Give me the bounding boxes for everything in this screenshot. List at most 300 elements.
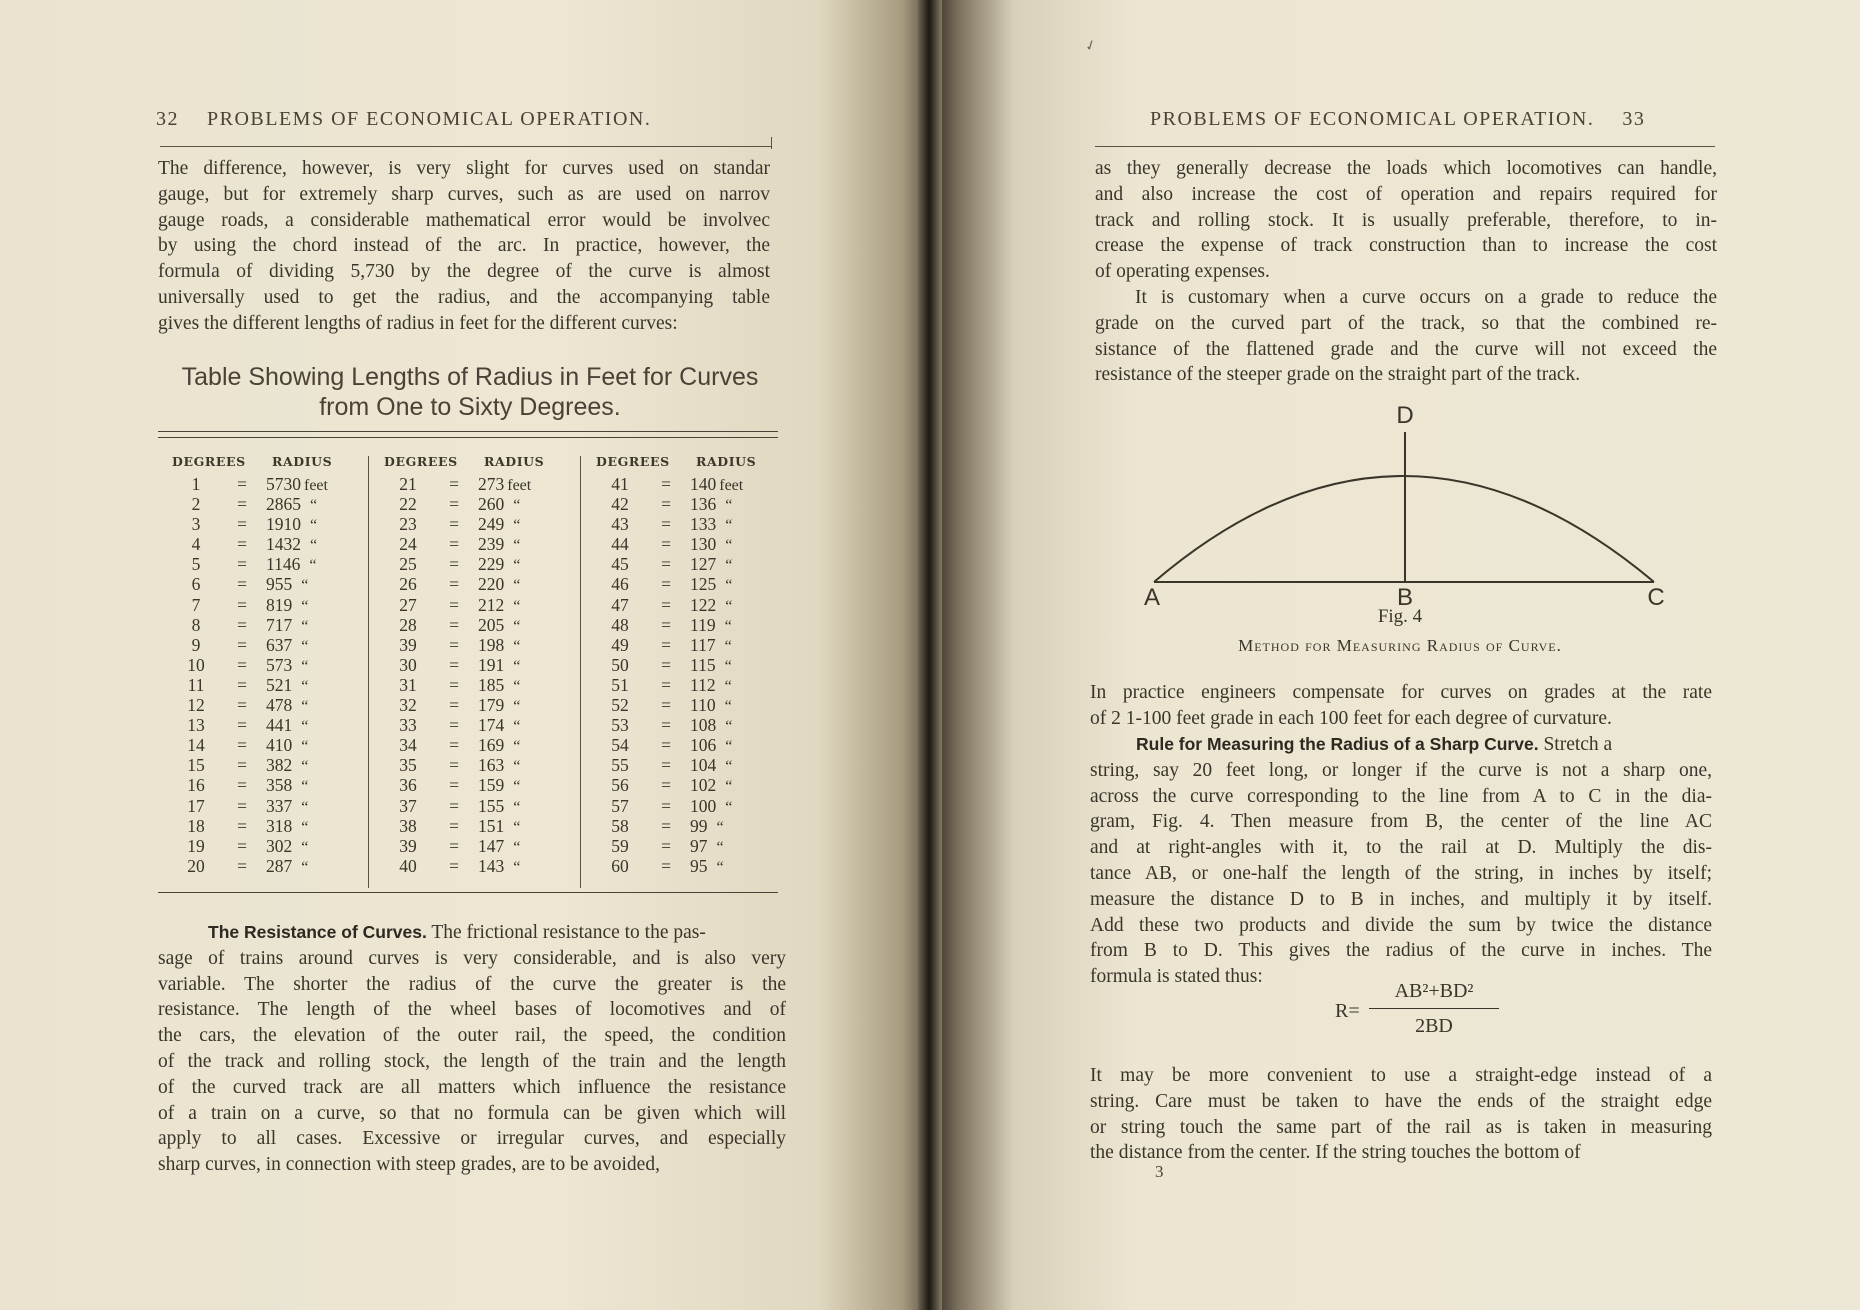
- radius-unit: “: [725, 517, 733, 535]
- table-row: [594, 554, 788, 574]
- table-row: [170, 856, 364, 876]
- radius-cell: [262, 695, 362, 715]
- radius-value: 819: [266, 594, 293, 615]
- table-row: [170, 494, 364, 514]
- degrees-cell: 16: [187, 775, 205, 796]
- radius-cell: [262, 655, 362, 675]
- radius-value: 179: [478, 695, 505, 716]
- radius-value: 441: [266, 715, 293, 736]
- radius-unit: “: [301, 718, 309, 736]
- radius-value: 151: [478, 815, 505, 836]
- equals-sign: =: [237, 755, 247, 776]
- book-gutter: [918, 0, 942, 1310]
- equals-sign: =: [449, 554, 459, 575]
- degrees-cell: 40: [399, 855, 417, 876]
- table-row: [170, 735, 364, 755]
- radius-cell: [474, 574, 574, 594]
- equals-sign: =: [449, 815, 459, 836]
- degrees-cell: 50: [611, 654, 629, 675]
- equals-sign: =: [661, 494, 671, 515]
- table-row: [594, 574, 788, 594]
- text-line: and also increase the cost of operation and repairs required for: [1095, 183, 1717, 205]
- radius-cell: [686, 715, 786, 735]
- radius-cell: [474, 534, 574, 554]
- degrees-cell: 22: [399, 494, 417, 515]
- equals-sign: =: [449, 835, 459, 856]
- equals-sign: =: [661, 815, 671, 836]
- text-line: gauge, but for extremely sharp curves, such as are used on narrov: [158, 183, 770, 205]
- text-line: tance AB, or one-half the length of the string, in inches by itself;: [1090, 862, 1712, 884]
- table-row: [382, 775, 576, 795]
- degrees-cell: 24: [399, 534, 417, 555]
- radius-cell: [686, 574, 786, 594]
- radius-unit: “: [301, 597, 309, 615]
- radius-unit: “: [309, 557, 317, 575]
- radius-unit: “: [725, 537, 733, 555]
- equals-sign: =: [661, 735, 671, 756]
- degrees-cell: 9: [191, 634, 201, 655]
- degrees-cell: 1: [191, 474, 201, 494]
- degrees-cell: 32: [399, 695, 417, 716]
- degrees-cell: 6: [191, 574, 201, 595]
- equals-sign: =: [237, 735, 247, 756]
- degrees-cell: 4: [191, 534, 201, 555]
- table-row: [382, 856, 576, 876]
- equals-sign: =: [661, 674, 671, 695]
- degrees-cell: 58: [611, 815, 629, 836]
- degrees-cell: 56: [611, 775, 629, 796]
- radius-unit: “: [301, 677, 309, 695]
- degrees-cell: 41: [611, 474, 629, 494]
- degrees-cell: 26: [399, 574, 417, 595]
- radius-cell: [474, 836, 574, 856]
- label-c: C: [1647, 584, 1665, 610]
- radius-unit: “: [513, 758, 521, 776]
- radius-value: 108: [690, 715, 717, 736]
- radius-value: 133: [690, 514, 717, 535]
- radius-cell: [686, 514, 786, 534]
- text-line: from B to D. This gives the radius of the curve in inches. The: [1090, 940, 1712, 962]
- equals-sign: =: [237, 855, 247, 876]
- radius-unit: “: [513, 677, 521, 695]
- radius-unit: “: [513, 698, 521, 716]
- text-line: or string touch the same part of the rail as is taken in measuring: [1090, 1116, 1712, 1138]
- radius-cell: [474, 856, 574, 876]
- radius-cell: [262, 574, 362, 594]
- radius-value: 97: [690, 835, 708, 856]
- radius-value: 110: [690, 695, 716, 716]
- equals-sign: =: [449, 715, 459, 736]
- radius-unit: “: [724, 657, 732, 675]
- text-line: gives the different lengths of radius in feet for the different curves:: [158, 312, 678, 334]
- degrees-cell: 59: [611, 835, 629, 856]
- radius-value: 573: [266, 654, 293, 675]
- radius-cell: [474, 655, 574, 675]
- degrees-cell: 37: [399, 795, 417, 816]
- equals-sign: =: [237, 775, 247, 796]
- degrees-cell: 48: [611, 614, 629, 635]
- table-row: [170, 574, 364, 594]
- table-row: [170, 595, 364, 615]
- degrees-cell: 31: [399, 674, 417, 695]
- radius-cell: [474, 595, 574, 615]
- left-running-head: [156, 108, 651, 131]
- header-radius: RADIUS: [272, 454, 333, 469]
- radius-value: 125: [690, 574, 717, 595]
- radius-value: 205: [478, 614, 505, 635]
- radius-cell: [474, 494, 574, 514]
- table-row: [170, 514, 364, 534]
- radius-value: 955: [266, 574, 293, 595]
- text-line: universally used to get the radius, and the accompanying table: [158, 286, 770, 308]
- radius-unit: “: [724, 677, 732, 695]
- degrees-cell: 55: [611, 755, 629, 776]
- radius-value: 382: [266, 755, 293, 776]
- degrees-cell: 39: [399, 835, 417, 856]
- radius-cell: [474, 554, 574, 574]
- table-row: [170, 816, 364, 836]
- text-line: In practice engineers compensate for curves on grades at the rate: [1090, 682, 1712, 703]
- text-line: formula is stated thus:: [1090, 966, 1263, 988]
- equals-sign: =: [661, 654, 671, 675]
- radius-unit: “: [513, 597, 521, 615]
- figure-label: Fig. 4: [1377, 606, 1423, 627]
- table-row: [594, 735, 788, 755]
- equals-sign: =: [237, 715, 247, 736]
- radius-unit: “: [513, 818, 521, 836]
- degrees-cell: 44: [611, 534, 629, 555]
- radius-value: 127: [690, 554, 717, 575]
- text-line: string. Care must be taken to have the ends of the straight edge: [1090, 1090, 1712, 1112]
- radius-value: 212: [478, 594, 505, 615]
- degrees-cell: 18: [187, 815, 205, 836]
- table-row: [382, 655, 576, 675]
- radius-value: 302: [266, 835, 293, 856]
- equals-sign: =: [661, 715, 671, 736]
- radius-value: 102: [690, 775, 717, 796]
- radius-cell: [474, 675, 574, 695]
- radius-unit: “: [513, 497, 521, 515]
- radius-unit: “: [310, 497, 318, 515]
- table-title: [150, 362, 790, 422]
- table-row: [382, 695, 576, 715]
- text-line: gauge roads, a considerable mathematical error would be involvec: [158, 209, 770, 231]
- table-row: [170, 775, 364, 795]
- degrees-cell: 34: [399, 735, 417, 756]
- text-line: of the curved track are all matters which influence the resistance: [158, 1076, 786, 1098]
- equals-sign: =: [449, 474, 459, 494]
- text-line: The difference, however, is very slight for curves used on standar: [158, 158, 770, 179]
- degrees-cell: 46: [611, 574, 629, 595]
- radius-cell: [262, 755, 362, 775]
- table-header-row: [382, 454, 576, 474]
- formula-fraction: [1369, 980, 1499, 1038]
- table-row: [594, 675, 788, 695]
- text-line: of a train on a curve, so that no formula can be given which will: [158, 1102, 786, 1124]
- table-row: [170, 534, 364, 554]
- table-column-3: [594, 454, 788, 876]
- radius-unit: “: [725, 597, 733, 615]
- radius-unit: feet: [719, 477, 744, 494]
- table-bottom-rule: [158, 892, 778, 893]
- degrees-cell: 19: [187, 835, 205, 856]
- text-line: the distance from the center. If the string touches the bottom of: [1090, 1142, 1581, 1164]
- radius-unit: “: [513, 738, 521, 756]
- degrees-cell: 13: [187, 715, 205, 736]
- radius-unit: “: [513, 798, 521, 816]
- radius-value: 106: [690, 735, 717, 756]
- table-column-1: [170, 454, 364, 876]
- radius-unit: “: [725, 718, 733, 736]
- degrees-cell: 15: [187, 755, 205, 776]
- radius-unit: “: [716, 838, 724, 856]
- text-line: of the track and rolling stock, the length of the train and the length: [158, 1050, 786, 1072]
- table-row: [594, 635, 788, 655]
- table-row: [170, 695, 364, 715]
- resistance-first-line: The frictional resistance to the pas-: [426, 922, 706, 943]
- radius-cell: [474, 755, 574, 775]
- equals-sign: =: [661, 474, 671, 494]
- table-row: [170, 635, 364, 655]
- intro-paragraph: [158, 156, 770, 337]
- radius-cell: [474, 474, 574, 494]
- degrees-cell: 36: [399, 775, 417, 796]
- radius-cell: [686, 635, 786, 655]
- degrees-cell: 33: [399, 715, 417, 736]
- radius-unit: “: [513, 517, 521, 535]
- radius-cell: [262, 836, 362, 856]
- degrees-cell: 45: [611, 554, 629, 575]
- degrees-cell: 43: [611, 514, 629, 535]
- table-title-line-2: from One to Sixty Degrees.: [319, 393, 621, 421]
- radius-value: 239: [478, 534, 505, 555]
- left-page-number: 32: [156, 108, 179, 130]
- equals-sign: =: [661, 534, 671, 555]
- radius-value: 1432: [266, 534, 301, 555]
- text-line: grade on the curved part of the track, so that the combined re-: [1095, 312, 1717, 334]
- table-row: [170, 655, 364, 675]
- table-row: [594, 595, 788, 615]
- radius-unit: “: [725, 738, 733, 756]
- radius-value: 112: [690, 674, 716, 695]
- radius-cell: [474, 695, 574, 715]
- radius-value: 95: [690, 855, 708, 876]
- equals-sign: =: [449, 594, 459, 615]
- radius-cell: [262, 796, 362, 816]
- equals-sign: =: [449, 494, 459, 515]
- radius-cell: [262, 554, 362, 574]
- radius-cell: [686, 856, 786, 876]
- radius-cell: [686, 615, 786, 635]
- radius-unit: “: [301, 818, 309, 836]
- equals-sign: =: [237, 634, 247, 655]
- radius-unit: “: [301, 858, 309, 876]
- table-row: [594, 755, 788, 775]
- radius-unit: “: [513, 557, 521, 575]
- radius-unit: “: [513, 577, 521, 595]
- equals-sign: =: [449, 654, 459, 675]
- table-top-rule-thin: [158, 437, 778, 438]
- text-line: resistance. The length of the wheel bases of locomotives and of: [158, 999, 786, 1021]
- equals-sign: =: [661, 795, 671, 816]
- radius-unit: “: [301, 698, 309, 716]
- equals-sign: =: [237, 614, 247, 635]
- equals-sign: =: [237, 835, 247, 856]
- degrees-cell: 53: [611, 715, 629, 736]
- right-page-number: 33: [1622, 108, 1646, 130]
- radius-cell: [474, 635, 574, 655]
- radius-cell: [262, 735, 362, 755]
- table-row: [382, 494, 576, 514]
- radius-value: 155: [478, 795, 505, 816]
- radius-cell: [474, 615, 574, 635]
- radius-cell: [686, 655, 786, 675]
- degrees-cell: 57: [611, 795, 629, 816]
- radius-unit: “: [716, 818, 724, 836]
- table-row: [594, 856, 788, 876]
- radius-value: 174: [478, 715, 505, 736]
- radius-value: 318: [266, 815, 293, 836]
- equals-sign: =: [661, 755, 671, 776]
- radius-value: 191: [478, 654, 505, 675]
- radius-value: 358: [266, 775, 293, 796]
- radius-unit: “: [725, 577, 733, 595]
- degrees-cell: 54: [611, 735, 629, 756]
- compensation-paragraph: [1090, 680, 1712, 732]
- text-line: It may be more convenient to use a straight-edge instead of a: [1090, 1065, 1712, 1086]
- radius-value: 99: [690, 815, 708, 836]
- radius-value: 229: [478, 554, 505, 575]
- table-row: [170, 715, 364, 735]
- degrees-cell: 28: [399, 614, 417, 635]
- radius-unit: “: [310, 517, 318, 535]
- degrees-cell: 27: [399, 594, 417, 615]
- formula-denominator: 2BD: [1415, 1015, 1453, 1037]
- text-line: the cars, the elevation of the outer rail, the speed, the condition: [158, 1025, 786, 1047]
- radius-value: 478: [266, 695, 293, 716]
- radius-unit: “: [301, 838, 309, 856]
- radius-value: 410: [266, 735, 293, 756]
- degrees-cell: 52: [611, 695, 629, 716]
- radius-value: 273: [478, 474, 505, 494]
- table-top-rule: [158, 431, 778, 432]
- table-row: [170, 474, 364, 494]
- signature-mark: 3: [1155, 1162, 1164, 1181]
- radius-unit: “: [513, 657, 521, 675]
- degrees-cell: 11: [187, 674, 205, 695]
- table-row: [594, 655, 788, 675]
- degrees-cell: 25: [399, 554, 417, 575]
- text-line: sharp curves, in connection with steep grades, are to be avoided,: [158, 1154, 660, 1176]
- radius-cell: [262, 715, 362, 735]
- radius-unit: “: [301, 637, 309, 655]
- text-line: sistance of the flattened grade and the curve will not exceed the: [1095, 338, 1717, 360]
- degrees-cell: 2: [191, 494, 201, 515]
- radius-cell: [262, 675, 362, 695]
- equals-sign: =: [237, 815, 247, 836]
- text-line: gram, Fig. 4. Then measure from B, the center of the line AC: [1090, 811, 1712, 833]
- degrees-cell: 23: [399, 514, 417, 535]
- text-line: of operating expenses.: [1095, 261, 1270, 283]
- radius-value: 115: [690, 654, 716, 675]
- radius-value: 169: [478, 735, 505, 756]
- table-row: [594, 514, 788, 534]
- radius-unit: “: [301, 617, 309, 635]
- text-line: Add these two products and divide the sum by twice the distance: [1090, 914, 1712, 936]
- degrees-cell: 38: [399, 815, 417, 836]
- table-row: [382, 574, 576, 594]
- table-row: [170, 796, 364, 816]
- equals-sign: =: [237, 594, 247, 615]
- radius-cell: [474, 816, 574, 836]
- table-divider: [368, 456, 369, 888]
- label-b: B: [1396, 584, 1414, 610]
- radius-value: 122: [690, 594, 717, 615]
- degrees-cell: 17: [187, 795, 205, 816]
- equals-sign: =: [449, 514, 459, 535]
- formula-numerator: AB²+BD²: [1394, 980, 1474, 1002]
- table-row: [594, 816, 788, 836]
- radius-unit: “: [513, 537, 521, 555]
- radius-value: 104: [690, 755, 717, 776]
- grade-paragraph: [1095, 285, 1717, 388]
- rule-heading: Rule for Measuring the Radius of a Sharp Curve.: [1136, 734, 1539, 754]
- text-line: across the curve corresponding to the line from A to C in the dia-: [1090, 785, 1712, 807]
- text-line: sage of trains around curves is very considerable, and is also very: [158, 947, 786, 969]
- equals-sign: =: [661, 614, 671, 635]
- table-header-row: [170, 454, 364, 474]
- radius-unit: “: [724, 637, 732, 655]
- text-line: string, say 20 feet long, or longer if the curve is not a sharp one,: [1090, 759, 1712, 781]
- table-row: [382, 796, 576, 816]
- table-row: [382, 534, 576, 554]
- radius-cell: [262, 615, 362, 635]
- radius-unit: “: [725, 758, 733, 776]
- degrees-cell: 8: [191, 614, 201, 635]
- text-line: measure the distance D to B in inches, and multiply it by itself.: [1090, 888, 1712, 910]
- equals-sign: =: [237, 494, 247, 515]
- radius-cell: [262, 494, 362, 514]
- radius-unit: “: [725, 778, 733, 796]
- table-row: [382, 635, 576, 655]
- degrees-cell: 21: [399, 474, 417, 494]
- header-radius: RADIUS: [696, 454, 757, 469]
- equals-sign: =: [661, 634, 671, 655]
- radius-cell: [474, 796, 574, 816]
- figure-caption: Method for Measuring Radius of Curve.: [1238, 636, 1562, 655]
- equals-sign: =: [661, 775, 671, 796]
- text-line: formula of dividing 5,730 by the degree of the curve is almost: [158, 261, 770, 283]
- degrees-cell: 5: [191, 554, 201, 575]
- table-row: [170, 675, 364, 695]
- table-row: [382, 755, 576, 775]
- equals-sign: =: [449, 795, 459, 816]
- fraction-bar: [1369, 1008, 1499, 1009]
- equals-sign: =: [661, 695, 671, 716]
- radius-unit: “: [724, 617, 732, 635]
- table-row: [382, 615, 576, 635]
- radius-unit: “: [725, 557, 733, 575]
- radius-cell: [262, 514, 362, 534]
- label-a: A: [1143, 584, 1161, 610]
- table-row: [170, 836, 364, 856]
- table-row: [382, 554, 576, 574]
- radius-cell: [686, 675, 786, 695]
- radius-unit: “: [716, 858, 724, 876]
- degrees-cell: 49: [611, 634, 629, 655]
- radius-value: 140: [690, 474, 717, 494]
- radius-unit: feet: [507, 477, 532, 494]
